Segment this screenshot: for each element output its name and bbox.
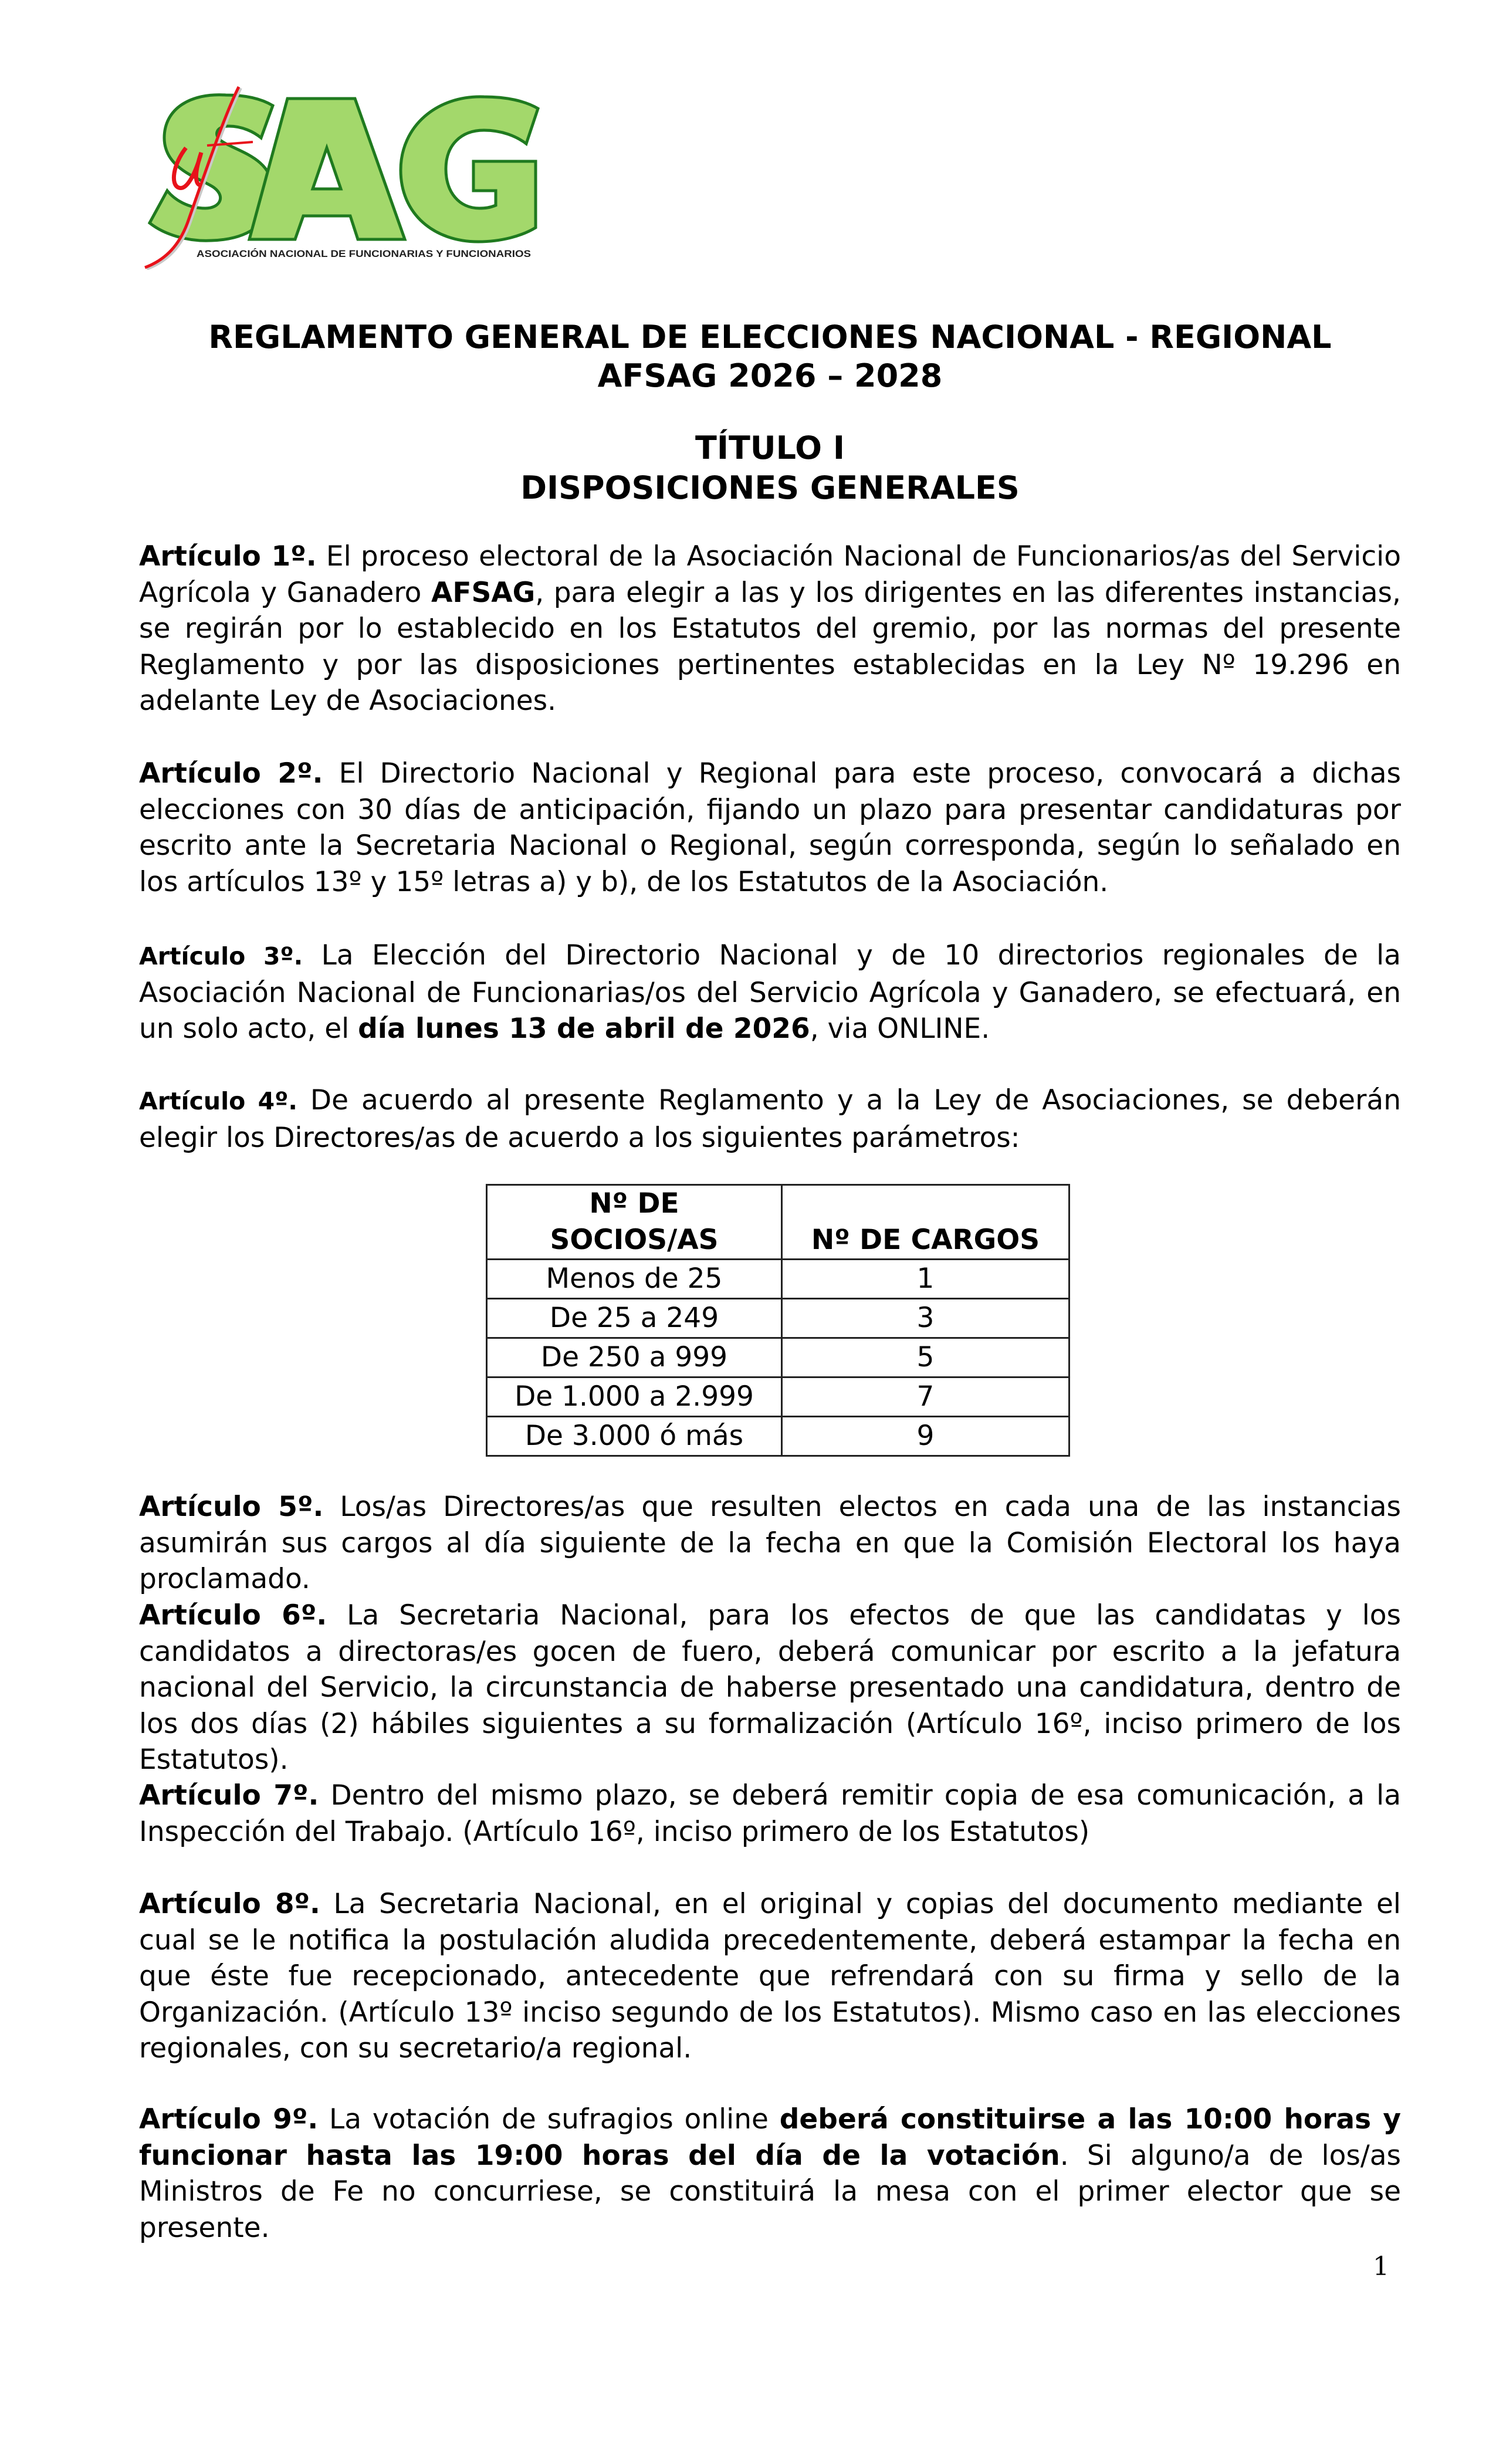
article-label: Artículo 4º.	[139, 1087, 297, 1115]
cargos-cell: 1	[782, 1260, 1069, 1299]
article-4: Artículo 4º. De acuerdo al presente Reglamento y a la Ley de Asociaciones, se deberán elegir los Directores/as de acuerdo a los siguientes parámetros:	[139, 1084, 1401, 1154]
article-label: Artículo 8º.	[139, 1888, 320, 1920]
page-number: 1	[1373, 2252, 1389, 2282]
section-heading	[139, 428, 1401, 508]
table-row	[487, 1417, 1069, 1456]
socios-cell: Menos de 25	[487, 1260, 782, 1299]
afsag-logo	[138, 82, 543, 270]
article-label: Artículo 1º.	[139, 540, 317, 573]
article-label: Artículo 2º.	[139, 757, 323, 790]
article-5: Artículo 5º. Los/as Directores/as que resulten electos en cada una de las instancias asumirán sus cargos al día siguiente de la fecha en que la Comisión Electoral los haya proclamado.	[139, 1491, 1401, 1595]
title-line-1: REGLAMENTO GENERAL DE ELECCIONES NACIONAL - REGIONAL	[208, 319, 1332, 356]
column-header-cargos: Nº DE CARGOS	[782, 1185, 1069, 1260]
article-2: Artículo 2º. El Directorio Nacional y Regional para este proceso, convocará a dichas elecciones con 30 días de anticipación, fijando un plazo para presentar candidaturas por escrito ante la Secretaria Nacional o Regional, según corresponda, según lo señalado en los artículos 13º y 15º letras a) y b), de los Estatutos de la Asociación.	[139, 757, 1402, 898]
document-title	[139, 318, 1401, 395]
column-header-socios: Nº DE SOCIOS/AS	[487, 1185, 782, 1260]
socios-cell: De 25 a 249	[487, 1299, 782, 1338]
table-row	[487, 1260, 1069, 1299]
article-8: Artículo 8º. La Secretaria Nacional, en el original y copias del documento mediante el cual se le notifica la postulación aludida precedentemente, deberá estampar la fecha en que éste fue recepcionado, antecedente que refrendará con su firma y sello de la Organización. (Artículo 13º inciso segundo de los Estatutos). Mismo caso en las elecciones regionales, con su secretario/a regional.	[139, 1888, 1401, 2064]
article-7: Artículo 7º. Dentro del mismo plazo, se deberá remitir copia de esa comunicación, a la Inspección del Trabajo. (Artículo 16º, inciso primero de los Estatutos)	[139, 1779, 1401, 1848]
cargos-cell: 9	[782, 1417, 1069, 1456]
article-9: Artículo 9º. La votación de sufragios online deberá constituirse a las 10:00 horas y funcionar hasta las 19:00 horas del día de la votación. Si alguno/a de los/as Ministros de Fe no concurriese, se constituirá la mesa con el primer elector que se presente.	[139, 2103, 1402, 2244]
article-label: Artículo 9º.	[139, 2103, 319, 2135]
socios-cell: De 3.000 ó más	[487, 1417, 782, 1456]
voting-hours: deberá constituirse a las 10:00 horas y funcionar hasta las 19:00 horas del día de la votación	[139, 2103, 1402, 2172]
table-header-row	[487, 1185, 1069, 1260]
cargos-table	[486, 1184, 1070, 1457]
section-number: TÍTULO I	[695, 429, 845, 466]
title-line-2: AFSAG 2026 – 2028	[597, 357, 943, 394]
article-label: Artículo 7º.	[139, 1779, 319, 1812]
table-row	[487, 1338, 1069, 1377]
cargos-cell: 3	[782, 1299, 1069, 1338]
cargos-cell: 5	[782, 1338, 1069, 1377]
socios-cell: De 1.000 a 2.999	[487, 1377, 782, 1417]
socios-cell: De 250 a 999	[487, 1338, 782, 1377]
table-row	[487, 1377, 1069, 1417]
article-1: Artículo 1º. El proceso electoral de la Asociación Nacional de Funcionarios/as del Servicio Agrícola y Ganadero AFSAG, para elegir a las y los dirigentes en las diferentes instancias, se regirán por lo establecido en los Estatutos del gremio, por las normas del presente Reglamento y por las disposiciones pertinentes establecidas en la Ley Nº 19.296 en adelante Ley de Asociaciones.	[139, 540, 1402, 717]
election-date: día lunes 13 de abril de 2026	[358, 1013, 810, 1045]
cargos-cell: 7	[782, 1377, 1069, 1417]
article-label: Artículo 6º.	[139, 1599, 327, 1632]
article-label: Artículo 5º.	[139, 1491, 324, 1523]
bold-text: AFSAG	[431, 576, 536, 609]
article-6: Artículo 6º. La Secretaria Nacional, para los efectos de que las candidatas y los candidatos a directoras/es gocen de fuero, deberá comunicar por escrito a la jefatura nacional del Servicio, la circunstancia de haberse presentado una candidatura, dentro de los dos días (2) hábiles siguientes a su formalización (Artículo 16º, inciso primero de los Estatutos).	[139, 1599, 1401, 1776]
article-label: Artículo 3º.	[139, 942, 303, 970]
table-row	[487, 1299, 1069, 1338]
section-name: DISPOSICIONES GENERALES	[520, 469, 1020, 506]
logo-tagline: ASOCIACIÓN NACIONAL DE FUNCIONARIAS Y FUNCIONARIOS	[197, 248, 531, 259]
article-3: Artículo 3º. La Elección del Directorio Nacional y de 10 directorios regionales de la Asociación Nacional de Funcionarias/os del Servicio Agrícola y Ganadero, se efectuará, en un solo acto, el día lunes 13 de abril de 2026, via ONLINE.	[139, 939, 1401, 1045]
